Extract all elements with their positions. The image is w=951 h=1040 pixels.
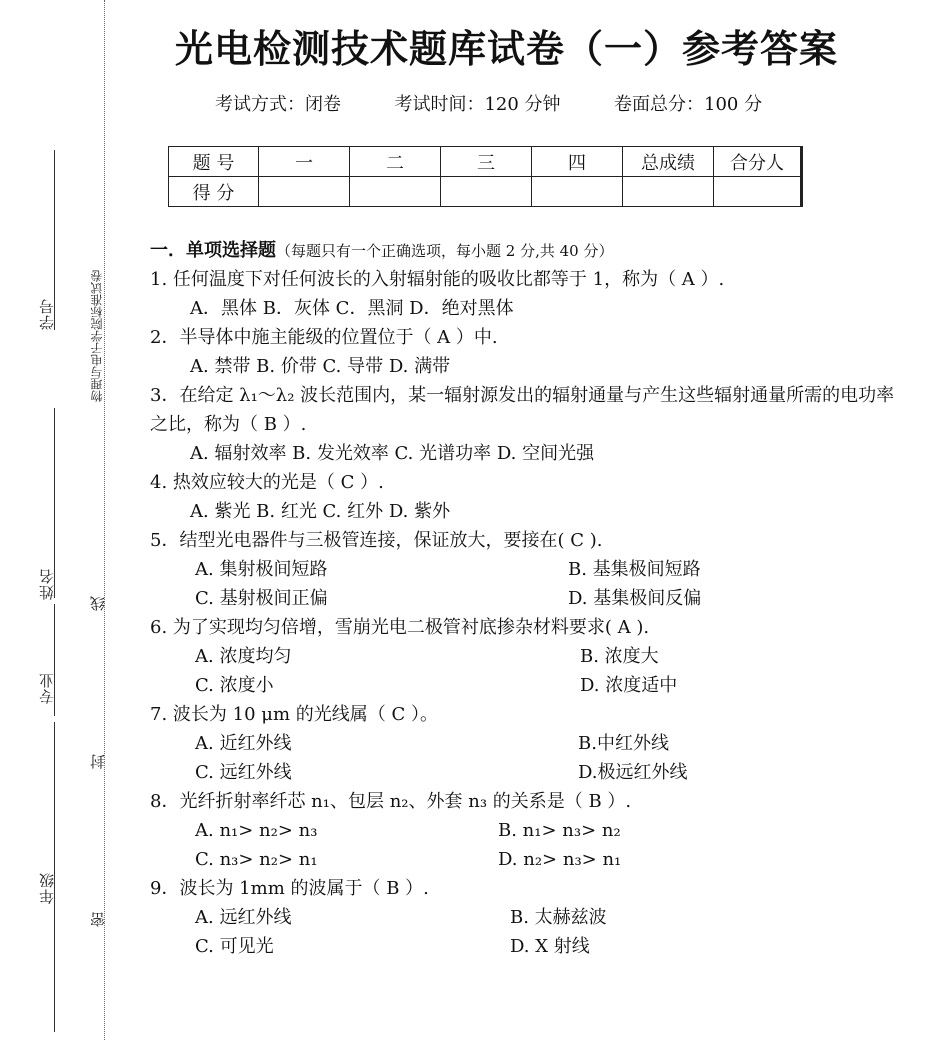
question-7 (150, 700, 910, 787)
question-stem: 3．在给定 λ₁～λ₂ 波长范围内，某一辐射源发出的辐射通量与产生这些辐射通量所需的电功率之比，称为（ B ）. (150, 385, 895, 435)
score-header-cell: 三 (441, 147, 532, 177)
question-stem: 4. 热效应较大的光是（ C ）. (150, 472, 384, 493)
option-d: D. X 射线 (510, 936, 590, 957)
option-b: B.中红外线 (578, 733, 669, 754)
option-a: A. n₁> n₂> n₃ (195, 820, 318, 841)
option-c: C. 远红外线 (195, 762, 292, 783)
option-d: D.极远红外线 (578, 762, 688, 783)
question-stem: 2．半导体中施主能级的位置位于（ A ）中. (150, 327, 498, 348)
option-row (150, 729, 910, 758)
score-cell[interactable] (259, 177, 350, 207)
seal-secret-char: 密 (89, 912, 107, 927)
question-options: A．黑体 B．灰体 C．黑洞 D．绝对黑体 (190, 298, 514, 319)
option-a: A. 远红外线 (195, 907, 292, 928)
option-row (150, 932, 910, 961)
question-stem: 6. 为了实现均匀倍增，雪崩光电二极管衬底掺杂材料要求( A ). (150, 617, 650, 638)
option-c: C. 可见光 (195, 936, 274, 957)
question-5 (150, 526, 910, 613)
score-table (168, 146, 803, 207)
question-options: A. 辐射效率 B. 发光效率 C. 光谱功率 D. 空间光强 (190, 443, 595, 464)
option-row (150, 642, 910, 671)
question-8 (150, 787, 910, 874)
question-stem: 8．光纤折射率纤芯 n₁、包层 n₂、外套 n₃ 的关系是（ B ）. (150, 791, 632, 812)
option-c: C. 基射极间正偏 (195, 588, 328, 609)
question-9 (150, 874, 910, 961)
option-d: D. 浓度适中 (580, 675, 678, 696)
question-stem: 7. 波长为 10 μm 的光线属（ C ）。 (150, 704, 438, 725)
section-title: 一．单项选择题 (150, 240, 276, 261)
question-3 (150, 381, 910, 468)
exam-time: 考试时间：120 分钟 (394, 94, 561, 115)
option-a: A. 集射极间短路 (195, 559, 328, 580)
question-options: A. 禁带 B. 价带 C. 导带 D. 满带 (190, 356, 451, 377)
score-table-score-row (169, 177, 802, 207)
option-d: D. n₂> n₃> n₁ (498, 849, 622, 870)
option-row (150, 671, 910, 700)
score-header-cell: 总成绩 (623, 147, 714, 177)
option-b: B. 浓度大 (580, 646, 659, 667)
score-header-cell: 一 (259, 147, 350, 177)
name-label: 姓名 (38, 568, 56, 600)
score-cell[interactable] (441, 177, 532, 207)
grade-label: 年级 (38, 872, 56, 904)
score-header-cell: 题 号 (169, 147, 259, 177)
seal-dotted-line (104, 0, 105, 1040)
option-b: B. 太赫兹波 (510, 907, 607, 928)
exam-title: 光电检测技术题库试卷（一）参考答案 (175, 26, 839, 71)
score-header-cell: 四 (532, 147, 623, 177)
option-b: B. 基集极间短路 (568, 559, 701, 580)
question-stem: 5．结型光电器件与三极管连接，保证放大，要接在( C ). (150, 530, 603, 551)
option-c: C. 浓度小 (195, 675, 274, 696)
option-row (150, 555, 910, 584)
seal-fold-char: 封 (89, 754, 107, 769)
option-d: D. 基集极间反偏 (568, 588, 702, 609)
question-stem: 1. 任何温度下对任何波长的入射辐射能的吸收比都等于 1，称为（ A ）. (150, 269, 725, 290)
question-2 (150, 323, 910, 381)
major-label: 专业 (38, 672, 56, 704)
section-note: （每题只有一个正确选项，每小题 2 分,共 40 分） (276, 242, 614, 260)
school-label: 物理与电子学院标准试卷 (90, 270, 104, 402)
score-header-cell: 二 (350, 147, 441, 177)
total-score: 卷面总分：100 分 (614, 94, 763, 115)
option-row (150, 584, 910, 613)
option-b: B. n₁> n₃> n₂ (498, 820, 621, 841)
exam-info (215, 90, 762, 116)
question-4 (150, 468, 910, 526)
score-cell[interactable] (623, 177, 714, 207)
question-stem: 9．波长为 1mm 的波属于（ B ）. (150, 878, 429, 899)
section-heading (150, 236, 910, 265)
question-6 (150, 613, 910, 700)
seal-line-char: 线 (89, 596, 107, 611)
student-id-label: 学号 (38, 298, 56, 330)
score-cell[interactable] (350, 177, 441, 207)
option-c: C. n₃> n₂> n₁ (195, 849, 318, 870)
option-a: A. 浓度均匀 (195, 646, 292, 667)
exam-mode: 考试方式：闭卷 (215, 94, 341, 115)
score-cell[interactable] (532, 177, 623, 207)
question-content (150, 236, 910, 961)
option-row (150, 845, 910, 874)
option-row (150, 816, 910, 845)
option-a: A. 近红外线 (195, 733, 292, 754)
score-header-cell: 合分人 (714, 147, 802, 177)
option-row (150, 758, 910, 787)
question-options: A. 紫光 B. 红光 C. 红外 D. 紫外 (190, 501, 451, 522)
score-row-label: 得 分 (169, 177, 259, 207)
option-row (150, 903, 910, 932)
question-1 (150, 265, 910, 323)
score-table-header-row (169, 147, 802, 177)
score-cell[interactable] (714, 177, 802, 207)
